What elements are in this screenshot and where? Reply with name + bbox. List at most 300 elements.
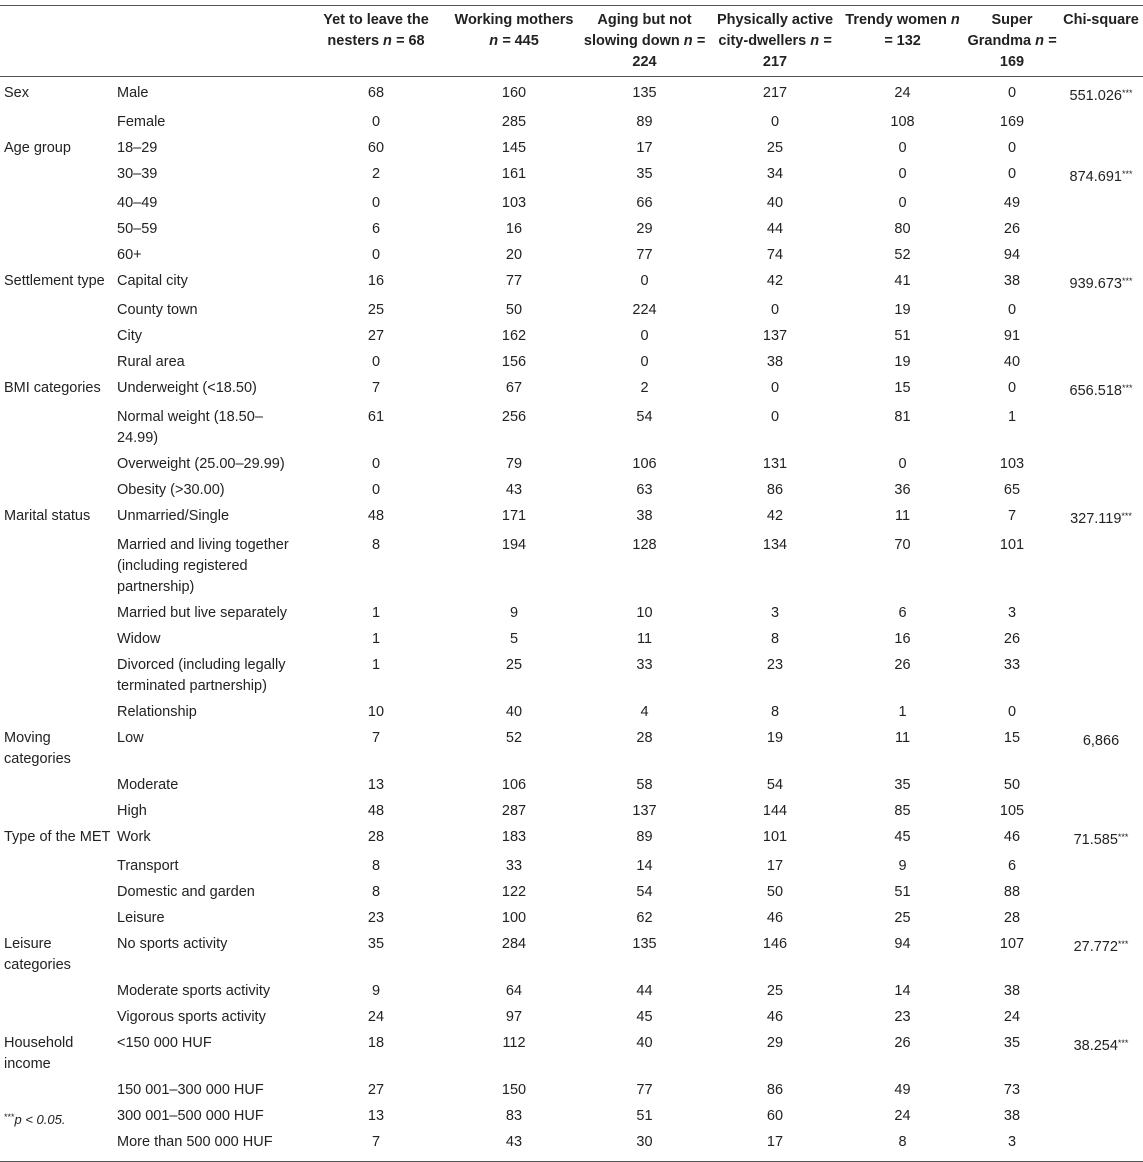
row-category: Settlement type [4,273,105,289]
table-row [0,110,1143,136]
cell-value: 51 [636,1108,653,1124]
row-category: Leisure categories [4,936,71,973]
row-category [0,324,115,350]
table-row [0,1078,1143,1104]
cell-value: 54 [766,777,784,793]
cell-value: 17 [710,1130,840,1162]
cell-value: 27 [367,1082,385,1098]
cell-value: 26 [1003,631,1021,647]
cell-value: 91 [1003,328,1021,344]
footnote-text: p < 0.05. [14,1112,66,1127]
cell-chi-square [1059,405,1143,452]
table-row [0,1130,1143,1162]
cell-value: 10 [367,704,385,720]
table-row [0,478,1143,504]
row-subcategory: Vigorous sports activity [117,1009,266,1025]
cell-value: 0 [770,302,780,318]
cell-value: 28 [636,730,653,746]
row-category [0,298,115,324]
row-category [0,478,115,504]
cell-value: 77 [505,273,523,289]
cell-value: 0 [770,409,780,425]
table-row [0,217,1143,243]
row-category [0,1005,115,1031]
row-subcategory: 30–39 [117,166,158,182]
cell-value: 0 [371,482,381,498]
cell-value: 101 [762,829,788,845]
table-row [0,653,1143,700]
cell-value: 0 [371,195,381,211]
cell-value: 34 [766,166,784,182]
cell-value: 5 [509,631,519,647]
cell-value: 10 [636,605,653,621]
cell-value: 46 [766,910,784,926]
column-header-n-prefix: n = [1035,33,1057,49]
row-category: Type of the MET [4,829,111,845]
cell-value: 77 [636,1082,653,1098]
row-category [0,773,115,799]
row-subcategory: Divorced (including legally terminated partnership) [117,657,286,694]
cell-chi-square [1059,1078,1143,1104]
cell-value: 25 [766,983,784,999]
cell-value: 0 [1007,380,1017,396]
table-row [0,1104,1143,1130]
chi-square-value: 551.026 [1069,88,1122,104]
row-subcategory: Transport [117,858,179,874]
table-row [0,350,1143,376]
row-subcategory: 300 001–500 000 HUF [117,1108,264,1124]
cell-chi-square [1059,269,1143,298]
cell-value: 23 [894,1009,911,1025]
row-category [0,533,115,601]
cell-value: 35 [367,936,385,952]
cell-chi-square [1059,979,1143,1005]
cell-value: 16 [367,273,385,289]
table-row [0,269,1143,298]
cell-value: 29 [636,221,653,237]
cell-value: 1 [371,657,381,673]
cell-value: 41 [894,273,911,289]
significance-mark: *** [1117,1038,1129,1048]
cell-value: 17 [636,140,653,156]
cell-value: 94 [1003,247,1021,263]
table-row [0,854,1143,880]
cell-value: 23 [766,657,784,673]
table-header [0,6,1143,77]
cell-value: 64 [505,983,523,999]
cell-value: 3 [1007,605,1017,621]
cell-value: 50 [766,884,784,900]
cell-value: 13 [367,777,385,793]
row-category [0,243,115,269]
cell-value: 19 [766,730,784,746]
cell-value: 48 [367,508,385,524]
row-subcategory: Moderate sports activity [117,983,271,999]
row-subcategory: High [117,803,147,819]
cell-chi-square [1059,700,1143,726]
column-header-n-value: 132 [896,33,921,49]
column-header-label: Physically active city-dwellers [716,12,834,49]
column-header-n-prefix: n = [810,33,832,49]
table-row [0,376,1143,405]
chi-square-value: 71.585 [1073,832,1118,848]
cell-value: 194 [501,537,527,553]
row-subcategory: Widow [117,631,161,647]
cell-value: 23 [367,910,385,926]
cell-value: 30 [579,1130,710,1162]
cell-value: 131 [762,456,788,472]
column-header-label: Aging but not slowing down [583,12,692,49]
column-header [579,6,710,77]
cell-value: 45 [894,829,911,845]
chi-square-value: 656.518 [1069,383,1122,399]
cell-value: 161 [501,166,527,182]
cell-value: 51 [894,328,911,344]
cell-value: 43 [505,482,523,498]
cell-value: 67 [505,380,523,396]
row-category [0,405,115,452]
cell-value: 86 [766,1082,784,1098]
cell-value: 112 [502,1035,526,1051]
cell-value: 24 [367,1009,385,1025]
cell-chi-square [1059,627,1143,653]
cell-value: 0 [770,380,780,396]
column-header-chi-square: Chi-square [1059,6,1143,77]
footnote [4,1112,65,1127]
row-subcategory: 18–29 [117,140,158,156]
cell-value: 284 [501,936,527,952]
row-subcategory: City [117,328,142,344]
cell-chi-square [1059,217,1143,243]
row-category [0,191,115,217]
cell-value: 8 [371,537,381,553]
cell-value: 11 [894,508,911,524]
row-subcategory: 150 001–300 000 HUF [117,1082,264,1098]
cell-value: 8 [371,858,381,874]
cell-value: 7 [371,730,381,746]
significance-mark: *** [1121,383,1133,393]
row-category: Household income [4,1035,74,1072]
cell-value: 14 [894,983,911,999]
cell-value: 287 [501,803,527,819]
row-subcategory: Relationship [117,704,197,720]
cell-value: 33 [636,657,653,673]
cell-value: 0 [371,247,381,263]
row-subcategory: Female [117,114,166,130]
cell-value: 63 [636,482,653,498]
cell-value: 15 [1003,730,1021,746]
row-subcategory: Unmarried/Single [117,508,230,524]
row-category: BMI categories [4,380,101,396]
cell-value: 16 [894,631,911,647]
cell-value: 0 [640,328,649,344]
cell-value: 0 [898,195,907,211]
row-subcategory: <150 000 HUF [117,1035,212,1051]
cell-value: 58 [636,777,653,793]
row-category [0,979,115,1005]
cell-value: 61 [367,409,385,425]
column-header-label: Trendy women [845,12,947,28]
chi-square-value: 939.673 [1069,276,1122,292]
cell-value: 33 [1003,657,1021,673]
cell-value: 80 [894,221,911,237]
cell-value: 0 [898,456,907,472]
cell-value: 29 [766,1035,784,1051]
cell-value: 162 [501,328,527,344]
cell-chi-square [1059,191,1143,217]
cell-value: 68 [367,85,385,101]
cell-value: 54 [636,409,653,425]
cell-chi-square [1059,350,1143,376]
cell-value: 24 [894,1108,911,1124]
chi-square-value: 27.772 [1073,939,1118,955]
cell-value: 38 [636,508,653,524]
table-row [0,906,1143,932]
cell-value: 14 [636,858,653,874]
column-header-n-value: 169 [999,54,1025,70]
cell-value: 0 [1007,302,1017,318]
column-header [303,6,449,77]
cell-value: 2 [371,166,381,182]
cell-value: 79 [505,456,523,472]
chi-square-value: 6,866 [1082,733,1120,749]
cell-value: 103 [999,456,1025,472]
cell-value: 54 [636,884,653,900]
cell-value: 46 [1003,829,1021,845]
cell-value: 156 [501,354,527,370]
column-header-label: Super Grandma [967,12,1033,49]
cell-value: 137 [632,803,657,819]
cell-value: 43 [449,1130,579,1162]
chi-square-value: 38.254 [1073,1038,1118,1054]
cell-value: 38 [1003,983,1021,999]
cell-value: 25 [766,140,784,156]
cell-value: 28 [367,829,385,845]
cell-value: 27 [367,328,385,344]
table-row [0,932,1143,979]
row-subcategory: Married and living together (including registered partnership) [117,537,289,595]
cell-value: 150 [501,1082,527,1098]
cell-value: 134 [762,537,788,553]
cell-chi-square [1059,1031,1143,1078]
cell-value: 35 [894,777,911,793]
cell-value: 52 [505,730,523,746]
cell-value: 1 [371,631,381,647]
row-category [0,601,115,627]
row-category [0,162,115,191]
cell-chi-square [1059,324,1143,350]
significance-mark: *** [1121,88,1133,98]
cell-value: 11 [894,730,911,746]
row-category [0,700,115,726]
cell-value: 106 [632,456,657,472]
table-row [0,880,1143,906]
cell-value: 0 [1007,704,1017,720]
row-subcategory: Overweight (25.00–29.99) [117,456,285,472]
cell-value: 24 [1003,1009,1021,1025]
cell-value: 107 [999,936,1025,952]
cell-value: 122 [501,884,527,900]
cell-value: 51 [894,884,911,900]
cell-value: 160 [501,85,527,101]
table-row [0,1005,1143,1031]
cell-chi-square [1059,932,1143,979]
cell-value: 6 [1007,858,1017,874]
cell-value: 217 [762,85,788,101]
cell-value: 171 [501,508,527,524]
cell-value: 0 [371,456,381,472]
cell-value: 50 [505,302,523,318]
cell-chi-square [1059,653,1143,700]
cell-value: 11 [636,631,653,647]
cell-value: 33 [505,858,523,874]
significance-mark: *** [1121,276,1133,286]
cell-value: 36 [894,482,911,498]
row-category: Marital status [4,508,91,524]
row-category [0,906,115,932]
cell-chi-square [1059,1104,1143,1130]
cell-value: 35 [1003,1035,1021,1051]
cell-value: 94 [894,936,911,952]
column-header-n-prefix: n = [884,12,960,49]
cell-value: 48 [367,803,385,819]
cell-value: 256 [501,409,527,425]
row-subcategory: Work [117,829,151,845]
cell-value: 8 [840,1130,965,1162]
cell-value: 135 [632,85,657,101]
cell-value: 0 [898,140,907,156]
cell-value: 20 [505,247,523,263]
table-row [0,324,1143,350]
cell-value: 100 [501,910,527,926]
cell-chi-square [1059,77,1143,110]
row-category [0,1130,115,1162]
cell-chi-square [1059,110,1143,136]
cell-value: 285 [501,114,527,130]
row-subcategory: County town [117,302,198,318]
cell-value: 40 [766,195,784,211]
cell-chi-square [1059,1130,1143,1162]
cell-value: 26 [1003,221,1021,237]
column-header-n-prefix: n = [489,33,515,49]
cell-value: 0 [1007,85,1017,101]
cell-value: 106 [501,777,527,793]
cell-value: 40 [1003,354,1021,370]
row-category [0,854,115,880]
cell-value: 44 [766,221,784,237]
row-subcategory: Rural area [117,354,185,370]
cell-value: 0 [640,273,649,289]
row-subcategory: 50–59 [117,221,158,237]
cell-value: 1 [371,605,381,621]
cell-value: 81 [894,409,911,425]
cell-value: 62 [636,910,653,926]
cell-value: 89 [636,829,653,845]
cell-value: 50 [1003,777,1021,793]
table-row [0,799,1143,825]
cell-value: 49 [1003,195,1021,211]
row-category [0,627,115,653]
cell-value: 86 [766,482,784,498]
row-category [0,880,115,906]
table-row [0,825,1143,854]
table-row [0,243,1143,269]
table-row [0,773,1143,799]
row-category [0,217,115,243]
cell-value: 128 [632,537,657,553]
cell-value: 6 [371,221,381,237]
cell-value: 26 [894,657,911,673]
cell-chi-square [1059,773,1143,799]
cell-value: 6 [898,605,907,621]
cell-chi-square [1059,533,1143,601]
cell-value: 46 [766,1009,784,1025]
row-subcategory: Obesity (>30.00) [117,482,225,498]
table-row [0,452,1143,478]
column-header-label: Working mothers [454,12,574,28]
row-subcategory: Male [117,85,149,101]
cell-value: 183 [501,829,527,845]
cell-chi-square [1059,726,1143,773]
cell-value: 19 [894,302,911,318]
cell-value: 25 [367,302,385,318]
table-row [0,405,1143,452]
cell-value: 101 [999,537,1025,553]
cell-value: 19 [894,354,911,370]
row-subcategory: Low [117,730,144,746]
cell-value: 38 [1003,1108,1021,1124]
column-header-n-prefix: n = [683,33,706,49]
cell-value: 38 [766,354,784,370]
header-empty-subcategory [115,6,303,77]
cell-value: 9 [509,605,519,621]
cell-value: 9 [371,983,381,999]
cell-value: 70 [894,537,911,553]
row-category [0,1078,115,1104]
table-row [0,726,1143,773]
cell-value: 18 [367,1035,385,1051]
column-header-n-value: 217 [762,54,788,70]
cell-value: 103 [501,195,527,211]
row-subcategory: 60+ [117,247,142,263]
cell-chi-square [1059,601,1143,627]
cell-chi-square [1059,478,1143,504]
cell-value: 1 [898,704,907,720]
footnote-significance-mark: *** [4,1112,15,1122]
cell-value: 8 [371,884,381,900]
row-subcategory: Normal weight (18.50–24.99) [117,409,263,446]
table-row [0,1031,1143,1078]
column-header-label: Yet to leave the nesters [323,12,429,49]
cell-value: 137 [762,328,788,344]
row-category: Sex [4,85,29,101]
column-header [449,6,579,77]
column-header-n-value: 224 [632,54,657,70]
cell-value: 89 [636,114,653,130]
cell-value: 25 [505,657,523,673]
cell-value: 8 [770,631,780,647]
cell-value: 15 [894,380,911,396]
significance-mark: *** [1117,939,1129,949]
cell-value: 45 [636,1009,653,1025]
cell-value: 42 [766,273,784,289]
cell-value: 44 [636,983,653,999]
cell-value: 3 [965,1130,1059,1162]
significance-mark: *** [1117,832,1129,842]
cell-value: 145 [501,140,527,156]
chi-square-value: 327.119 [1070,511,1122,527]
row-subcategory: Married but live separately [117,605,288,621]
